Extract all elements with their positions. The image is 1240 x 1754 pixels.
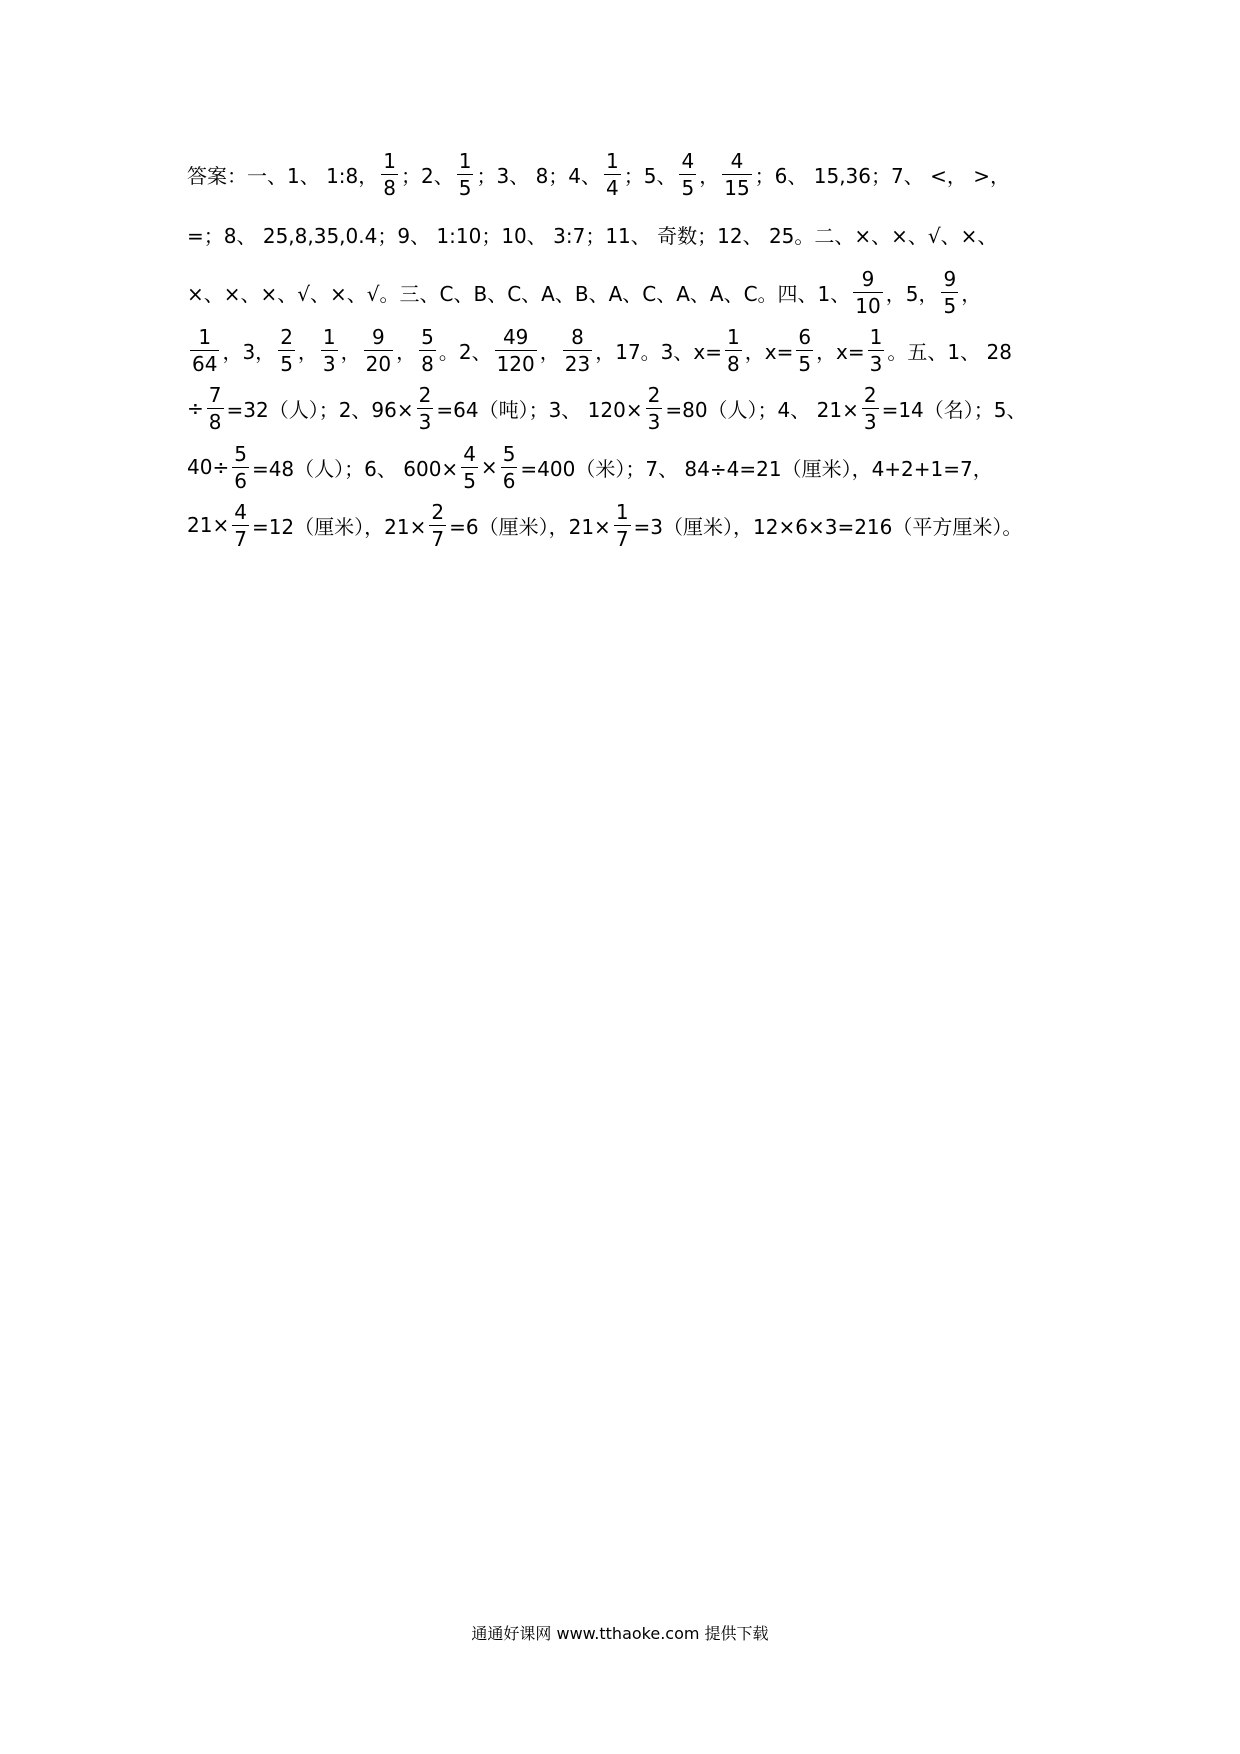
fraction-denominator: 7 [615, 526, 629, 551]
fraction [796, 324, 813, 376]
fraction-denominator: 23 [564, 351, 591, 376]
fraction [501, 441, 518, 493]
fraction-denominator: 3 [863, 409, 877, 434]
answer-text: ， [340, 339, 361, 364]
answer-text: ，3， [222, 339, 276, 364]
fraction-numerator: 1 [458, 148, 472, 173]
fraction-numerator: 1 [383, 148, 397, 173]
fraction [853, 266, 882, 318]
fraction-denominator: 5 [681, 175, 695, 200]
answer-text: 。2、 [438, 339, 492, 364]
fraction-denominator: 3 [647, 409, 661, 434]
fraction-denominator: 3 [418, 409, 432, 434]
fraction-denominator: 5 [463, 468, 476, 493]
fraction-denominator: 8 [383, 175, 397, 200]
fraction [461, 441, 478, 493]
fraction-denominator: 5 [280, 351, 293, 376]
fraction-denominator: 8 [727, 351, 740, 376]
fraction-numerator: 4 [463, 441, 476, 466]
answer-text: ，x= [816, 339, 865, 364]
answer-text: ，5， [885, 281, 939, 306]
answer-line [187, 437, 993, 497]
answer-text: ，17。3、x= [595, 339, 722, 364]
answer-text: ， [396, 339, 417, 364]
answer-text: ；5、 [623, 163, 677, 188]
fraction [722, 148, 751, 200]
fraction-numerator: 1 [615, 499, 629, 524]
answer-line [187, 144, 1010, 204]
fraction-numerator: 4 [681, 148, 695, 173]
fraction-numerator: 1 [869, 324, 883, 349]
fraction [417, 382, 434, 434]
fraction-numerator: 2 [280, 324, 293, 349]
fraction-denominator: 20 [365, 351, 392, 376]
answer-text: =12（厘米），21× [251, 514, 427, 539]
fraction-numerator: 9 [372, 324, 385, 349]
fraction [868, 324, 885, 376]
answer-text: =64（吨）；3、 120× [436, 397, 643, 422]
answer-text: =400（米）；7、 84÷4=21（厘米），4+2+1=7， [520, 456, 993, 481]
answer-text: ， [961, 281, 982, 306]
answer-text: =48（人）；6、 600× [251, 456, 459, 481]
fraction-denominator: 120 [496, 351, 535, 376]
fraction-numerator: 2 [647, 382, 661, 407]
answer-text: ；6、 15,36；7、 <， >， [754, 163, 1010, 188]
fraction-denominator: 7 [234, 526, 247, 551]
fraction [321, 324, 338, 376]
answer-line [187, 320, 1012, 380]
fraction-numerator: 9 [943, 266, 957, 291]
fraction [232, 441, 249, 493]
answer-text: =6（厘米），21× [449, 514, 611, 539]
answer-text: 。五、1、 28 [887, 339, 1012, 364]
fraction [457, 148, 474, 200]
fraction [232, 499, 249, 551]
fraction-numerator: 1 [198, 324, 212, 349]
answer-text: 21× [187, 513, 230, 537]
fraction [429, 499, 446, 551]
fraction-denominator: 64 [192, 351, 218, 376]
fraction-numerator: 1 [606, 148, 619, 173]
fraction-numerator: 2 [863, 382, 877, 407]
fraction [604, 148, 621, 200]
fraction-numerator: 7 [208, 382, 222, 407]
fraction-numerator: 2 [431, 499, 445, 524]
answer-text: =80（人）；4、 21× [665, 397, 859, 422]
fraction-denominator: 6 [234, 468, 247, 493]
answer-text: ÷ [187, 396, 204, 420]
fraction [614, 499, 631, 551]
fraction-denominator: 6 [502, 468, 516, 493]
fraction-denominator: 3 [869, 351, 883, 376]
answer-text: ， [539, 339, 560, 364]
answer-text: 40÷ [187, 455, 230, 479]
answer-text: ；3、 8；4、 [476, 163, 602, 188]
fraction [563, 324, 592, 376]
fraction-denominator: 5 [943, 293, 957, 318]
fraction-numerator: 1 [322, 324, 336, 349]
answer-text: ， [297, 339, 318, 364]
fraction-denominator: 5 [458, 175, 472, 200]
fraction-numerator: 5 [234, 441, 247, 466]
answer-text: ；2、 [401, 163, 454, 188]
fraction-numerator: 2 [418, 382, 432, 407]
fraction [364, 324, 393, 376]
fraction-denominator: 7 [431, 526, 445, 551]
fraction-denominator: 15 [724, 175, 750, 200]
fraction-numerator: 4 [234, 499, 247, 524]
fraction-denominator: 8 [208, 409, 222, 434]
answer-text: ×、×、×、√、×、√。三、C、B、C、A、B、A、C、A、A、C。四、1、 [187, 281, 851, 306]
footer-credit: 通通好课网 www.tthaoke.com 提供下载 [471, 1624, 769, 1643]
fraction [679, 148, 696, 200]
fraction-denominator: 3 [322, 351, 336, 376]
answer-text: ，x= [744, 339, 794, 364]
fraction-denominator: 8 [421, 351, 434, 376]
fraction [190, 324, 219, 376]
answer-text: =14（名）；5、 [881, 397, 1027, 422]
fraction [207, 382, 224, 434]
fraction-numerator: 5 [502, 441, 516, 466]
answer-text: =32（人）；2、96× [226, 397, 414, 422]
fraction [725, 324, 742, 376]
answer-text: × [480, 455, 498, 479]
fraction [495, 324, 537, 376]
fraction [941, 266, 958, 318]
fraction-denominator: 10 [855, 293, 881, 318]
answer-text: =3（厘米），12×6×3=216（平方厘米）。 [633, 514, 1023, 539]
fraction [646, 382, 663, 434]
fraction-numerator: 5 [421, 324, 434, 349]
answer-text: 答案：一、1、 1:8， [187, 163, 379, 188]
fraction [862, 382, 879, 434]
answer-text: =；8、 25,8,35,0.4；9、 1:10；10、 3:7；11、 奇数；12、 25。二、×、×、√、×、 [187, 223, 998, 248]
fraction-numerator: 9 [861, 266, 875, 291]
fraction [278, 324, 295, 376]
answer-line [187, 204, 997, 264]
fraction-numerator: 6 [798, 324, 812, 349]
fraction-numerator: 49 [502, 324, 529, 349]
fraction [381, 148, 398, 200]
fraction-numerator: 8 [571, 324, 584, 349]
answer-line [187, 262, 981, 322]
answer-text: ， [699, 163, 720, 188]
fraction-denominator: 4 [606, 175, 619, 200]
fraction-denominator: 5 [798, 351, 812, 376]
fraction-numerator: 1 [727, 324, 740, 349]
fraction-numerator: 4 [730, 148, 744, 173]
fraction [419, 324, 436, 376]
answer-line [187, 378, 1027, 438]
answer-line [187, 495, 1022, 555]
